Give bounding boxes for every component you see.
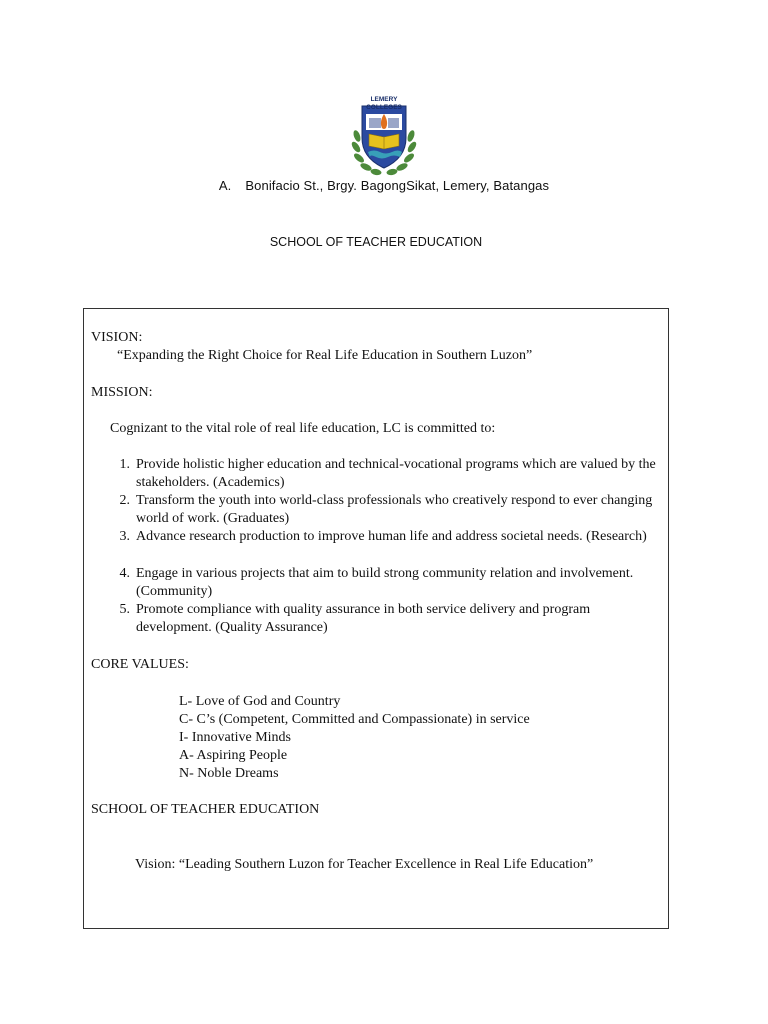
mission-intro: Cognizant to the vital role of real life education, LC is committed to: [110, 421, 496, 436]
school-header: SCHOOL OF TEACHER EDUCATION [269, 235, 483, 249]
mission-label: MISSION: [91, 385, 153, 400]
logo-text-line1: LEMERY [370, 96, 398, 103]
mission-item-number: 4. [119, 566, 130, 581]
mission-item-number: 2. [119, 493, 130, 508]
content-box [83, 308, 669, 929]
mission-item-text: Advance research production to improve human life and address societal needs. (Research) [136, 529, 647, 544]
core-value-item: N- Noble Dreams [179, 766, 279, 781]
mission-item-number: 5. [119, 602, 130, 617]
vision-label: VISION: [91, 330, 143, 345]
logo-lettering [350, 92, 418, 114]
mission-item-number: 1. [119, 457, 130, 472]
address-letter: A. [218, 178, 232, 193]
core-value-item: A- Aspiring People [179, 748, 288, 763]
vision-text: “Expanding the Right Choice for Real Life Education in Southern Luzon” [117, 348, 533, 363]
mission-item-text: Engage in various projects that aim to build strong community relation and involvement. (Community) [136, 566, 634, 599]
ste-vision-text: Vision: “Leading Southern Luzon for Teacher Excellence in Real Life Education” [135, 857, 594, 872]
ste-label: SCHOOL OF TEACHER EDUCATION [91, 802, 320, 817]
mission-item-text: Transform the youth into world-class professionals who creatively respond to ever changing world of work. (Graduates) [136, 493, 653, 526]
building-icon [369, 118, 381, 128]
core-values-label: CORE VALUES: [91, 657, 189, 672]
logo-text-line2: COLLEGES [366, 104, 402, 111]
mission-item-text: Promote compliance with quality assurance in both service delivery and program development. (Quality Assurance) [136, 602, 591, 635]
core-value-item: I- Innovative Minds [179, 730, 291, 745]
core-value-item: C- C’s (Competent, Committed and Compassionate) in service [179, 712, 530, 727]
mission-item-text: Provide holistic higher education and technical-vocational programs which are valued by the stakeholders. (Academics) [136, 457, 656, 490]
core-value-item: L- Love of God and Country [179, 694, 341, 709]
address-text: Bonifacio St., Brgy. BagongSikat, Lemery, Batangas [245, 178, 550, 193]
mission-item-number: 3. [119, 529, 130, 544]
address-line [0, 178, 768, 193]
